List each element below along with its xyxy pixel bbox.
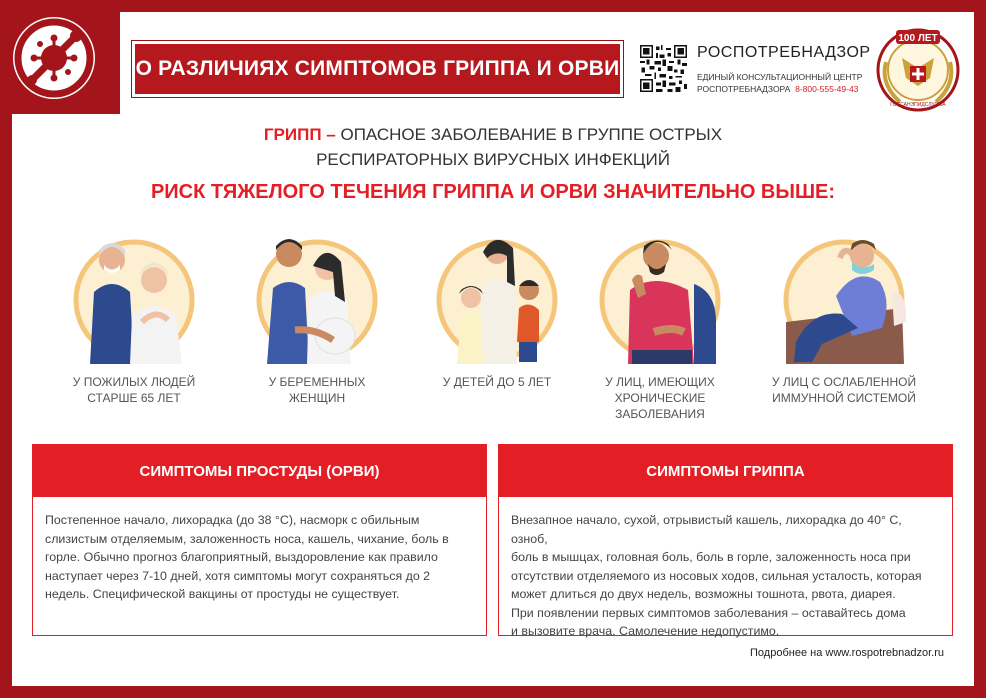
- footer-more-info: Подробнее на www.rospotrebnadzor.ru: [750, 647, 944, 659]
- pregnant-woman-icon: [255, 232, 379, 366]
- cold-symptoms-text: Постепенное начало, лихорадка (до 38 °С), насморк с обильным слизистым отделяемым, заложенность носа, кашель, чихание, боль в горле. Обычно прогноз благоприятный, выздоровление как правило наступает через 7-10 дней, хотя симптомы могут сохраняться до 2 недель. Специфической вакцины от простуды не существует.: [45, 513, 449, 601]
- risk-group-children: У ДЕТЕЙ ДО 5 ЛЕТ: [413, 232, 581, 390]
- risk-heading: РИСК ТЯЖЕЛОГО ТЕЧЕНИЯ ГРИППА И ОРВИ ЗНАЧИТЕЛЬНО ВЫШЕ:: [150, 181, 836, 203]
- elderly-couple-icon: [72, 232, 196, 366]
- cold-symptoms-title: СИМПТОМЫ ПРОСТУДЫ (ОРВИ): [33, 445, 486, 497]
- chronic-ill-man-icon: [598, 232, 722, 366]
- hotline-phone[interactable]: 8-800-555-49-43: [795, 84, 859, 94]
- flu-symptoms-text: Внезапное начало, сухой, отрывистый кашель, лихорадка до 40° С, озноб, боль в мышцах, головная боль, боль в горле, заложенность носа при отсутствии отделяемого из носовых ходов, сильная усталость, которая может длиться до двух недель, возможны тошнота, рвота, диарея. При появлении первых симптомов заболевания – оставайтесь дома и вызовите врача. Самолечение недопустимо.: [511, 513, 922, 638]
- agency-name: РОСПОТРЕБНАДЗОР: [697, 44, 871, 61]
- children-icon: [435, 232, 559, 366]
- title-box: [131, 40, 624, 98]
- intro-line-2: РЕСПИРАТОРНЫХ ВИРУСНЫХ ИНФЕКЦИЙ: [316, 150, 670, 169]
- intro-line-1: ГРИПП – ОПАСНОЕ ЗАБОЛЕВАНИЕ В ГРУППЕ ОСТРЫХ: [263, 125, 723, 144]
- cold-symptoms-panel: [32, 444, 487, 636]
- risk-group-weak-immunity: У ЛИЦ С ОСЛАБЛЕННОЙ ИММУННОЙ СИСТЕМОЙ: [760, 232, 928, 406]
- intro-highlight: ГРИПП: [263, 125, 322, 144]
- agency-center-label-2: РОСПОТРЕБНАДЗОРА 8-800-555-49-43: [697, 84, 859, 94]
- qr-code-icon[interactable]: [640, 45, 687, 92]
- risk-group-elderly: У ПОЖИЛЫХ ЛЮДЕЙ СТАРШЕ 65 ЛЕТ: [50, 232, 218, 406]
- risk-group-pregnant: У БЕРЕМЕННЫХ ЖЕНЩИН: [233, 232, 401, 406]
- footer-link[interactable]: www.rospotrebnadzor.ru: [825, 647, 944, 659]
- page-title: О РАЗЛИЧИЯХ СИМПТОМОВ ГРИППА И ОРВИ: [135, 57, 620, 80]
- no-virus-icon: [10, 14, 98, 102]
- anniversary-emblem-icon: [872, 22, 964, 112]
- agency-center-label: ЕДИНЫЙ КОНСУЛЬТАЦИОННЫЙ ЦЕНТР: [697, 72, 863, 82]
- flu-symptoms-title: СИМПТОМЫ ГРИППА: [499, 445, 952, 497]
- flu-symptoms-panel: [498, 444, 953, 636]
- weak-immunity-man-icon: [782, 232, 906, 366]
- risk-group-chronic: У ЛИЦ, ИМЕЮЩИХ ХРОНИЧЕСКИЕ ЗАБОЛЕВАНИЯ: [576, 232, 744, 422]
- emblem-ring-text: ГОССАНЭПИДСЛУЖБА: [890, 102, 946, 108]
- emblem-text: 100 ЛЕТ: [898, 33, 938, 44]
